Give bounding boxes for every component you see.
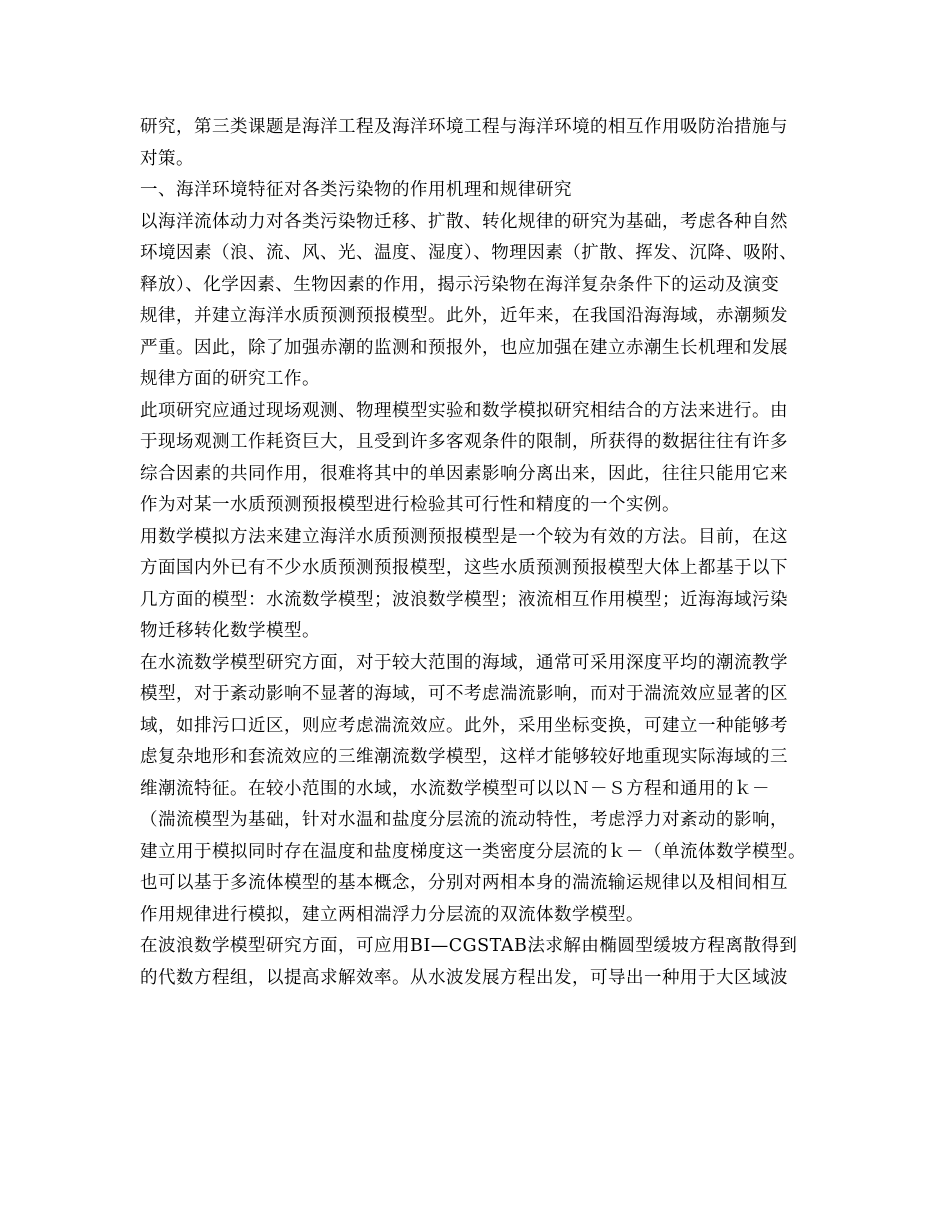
text-line: 几方面的模型：水流数学模型；波浪数学模型；液流相互作用模型；近海海域污染 xyxy=(140,589,788,610)
text-line: 域，如排污口近区，则应考虑湍流效应。此外，采用坐标变换，可建立一种能够考 xyxy=(140,715,788,736)
text-line: 于现场观测工作耗资巨大，且受到许多客观条件的限制，所获得的数据往往有许多 xyxy=(140,432,788,452)
text-line: 此项研究应通过现场观测、物理模型实验和数学模拟研究相结合的方法来进行。由 xyxy=(140,400,788,421)
text-line: 的代数方程组，以提高求解效率。从水波发展方程出发，可导出一种用于大区域波 xyxy=(140,967,788,988)
text-line: 研究，第三类课题是海洋工程及海洋环境工程与海洋环境的相互作用吸防治措施与 xyxy=(140,117,788,137)
text-line: 对策。 xyxy=(140,148,194,169)
text-line: 在波浪数学模型研究方面，可应用BI—CGSTAB法求解由椭圆型缓坡方程离散得到 xyxy=(140,936,798,956)
text-line: 严重。因此，除了加强赤潮的监测和预报外，也应加强在建立赤潮生长机理和发展 xyxy=(140,337,788,358)
text-line: 虑复杂地形和套流效应的三维潮流数学模型，这样才能够较好地重现实际海域的三 xyxy=(140,747,788,767)
text-line: 在水流数学模型研究方面，对于较大范围的海域，通常可采用深度平均的潮流教学 xyxy=(140,652,788,673)
text-line: 释放）、化学因素、生物因素的作用，揭示污染物在海洋复杂条件下的运动及演变 xyxy=(140,274,780,295)
section-heading: 一、海洋环境特征对各类污染物的作用机理和规律研究 xyxy=(140,180,572,200)
text-line: 维潮流特征。在较小范围的水域，水流数学模型可以以Ｎ－Ｓ方程和通用的ｋ－ xyxy=(140,778,770,799)
text-line: （湍流模型为基础，针对水温和盐度分层流的流动特性，考虑浮力对紊动的影响， xyxy=(140,810,788,830)
text-line: 作用规律进行模拟，建立两相湍浮力分层流的双流体数学模型。 xyxy=(140,904,644,925)
text-line: 综合因素的共同作用，很难将其中的单因素影响分离出来，因此，往往只能用它来 xyxy=(140,463,788,484)
text-line: 规律方面的研究工作。 xyxy=(140,369,320,389)
text-line: 以海洋流体动力对各类污染物迁移、扩散、转化规律的研究为基础，考虑各种自然 xyxy=(140,211,788,232)
document-body xyxy=(140,112,816,994)
text-line: 物迁移转化数学模型。 xyxy=(140,621,320,641)
text-line: 环境因素（浪、流、风、光、温度、湿度）、物理因素（扩散、挥发、沉降、吸附、 xyxy=(140,243,798,263)
text-line: 模型，对于紊动影响不显著的海域，可不考虑湍流影响，而对于湍流效应显著的区 xyxy=(140,684,788,704)
text-line: 作为对某一水质预测预报模型进行检验其可行性和精度的一个实例。 xyxy=(140,495,680,515)
text-line: 用数学模拟方法来建立海洋水质预测预报模型是一个较为有效的方法。目前，在这 xyxy=(140,526,788,547)
text-line: 也可以基于多流体模型的基本概念，分别对两相本身的湍流输运规律以及相间相互 xyxy=(140,873,788,893)
text-line: 建立用于模拟同时存在温度和盐度梯度这一类密度分层流的ｋ－（单流体数学模型。 xyxy=(140,841,806,862)
text-line: 方面国内外已有不少水质预测预报模型，这些水质预测预报模型大体上都基于以下 xyxy=(140,558,788,578)
text-line: 规律，并建立海洋水质预测预报模型。此外，近年来，在我国沿海海域，赤潮频发 xyxy=(140,306,788,326)
